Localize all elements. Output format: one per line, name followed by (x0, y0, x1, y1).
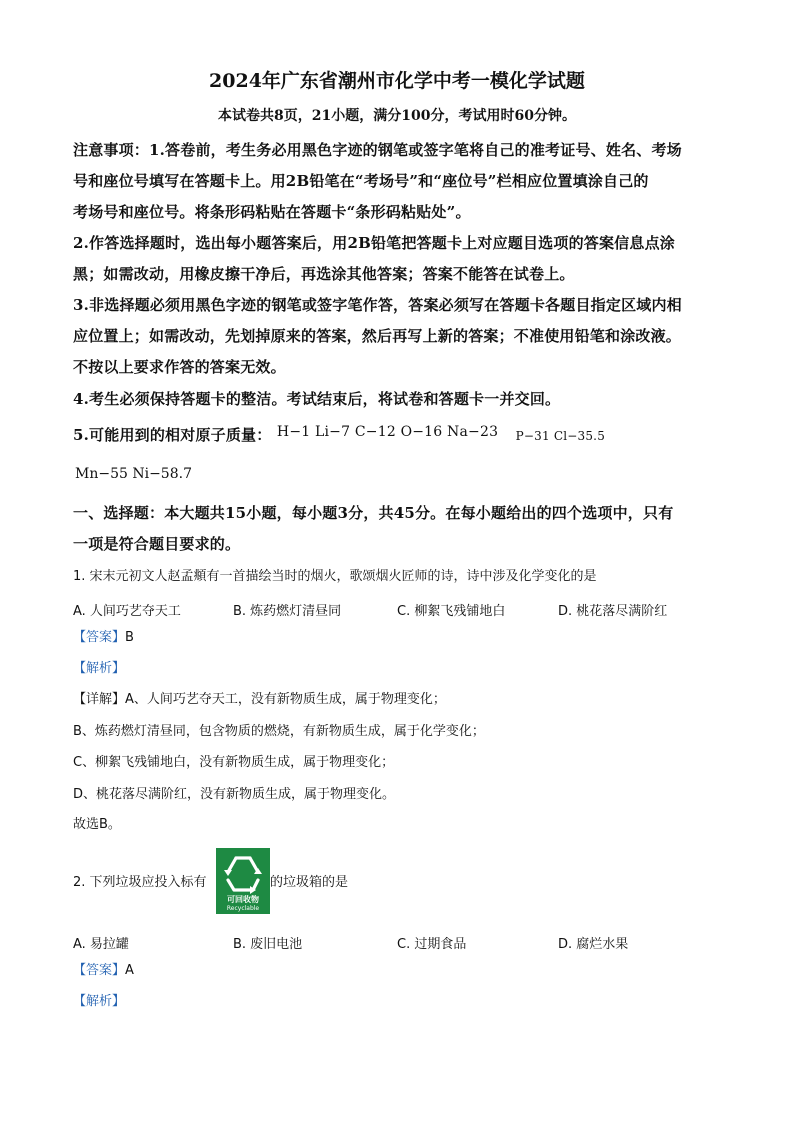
answer-value: A (125, 963, 134, 978)
q1-answer (73, 631, 134, 644)
q1-detail-c: C、柳絮飞残铺地白，没有新物质生成，属于物理变化； (73, 755, 395, 770)
q2-option-d: D. 腐烂水果 (558, 937, 629, 952)
q2-option-c: C. 过期食品 (397, 937, 467, 952)
analysis-tag: 【解析】 (73, 661, 126, 676)
answer-tag: 【答案】 (73, 630, 126, 645)
notes-line-3: 考场号和座位号。将条形码粘贴在答题卡“条形码粘贴处”。 (73, 203, 471, 221)
notes-line-5: 黑；如需改动，用橡皮擦干净后，再选涂其他答案；答案不能答在试卷上。 (73, 265, 575, 283)
atomic-mass-label: 5.可能用到的相对原子质量： (73, 426, 272, 444)
notes-line-4: 2.作答选择题时，选出每小题答案后，用2B铅笔把答题卡上对应题目选项的答案信息点涂 (73, 234, 675, 252)
detail-text-a: A、人间巧艺夺天工，没有新物质生成，属于物理变化； (125, 692, 446, 707)
q1-option-a: A. 人间巧艺夺天工 (73, 604, 181, 619)
section-heading-line-1: 一、选择题：本大题共15小题，每小题3分，共45分。在每小题给出的四个选项中，只有 (73, 504, 674, 522)
notes-line-2: 号和座位号填写在答题卡上。用2B铅笔在“考场号”和“座位号”栏相应位置填涂自己的 (73, 172, 649, 190)
recyclable-label-cn: 可回收物 (227, 895, 259, 904)
q1-conclusion: 故选B。 (73, 817, 121, 832)
atomic-masses-2: P−31 Cl−35.5 (515, 429, 606, 443)
recyclable-logo (216, 848, 270, 914)
exam-subtitle: 本试卷共8页，21小题，满分100分，考试用时60分钟。 (218, 108, 576, 124)
notes-line-6: 3.非选择题必须用黑色字迹的钢笔或签字笔作答，答案必须写在答题卡各题目指定区域内相 (73, 296, 682, 314)
atomic-masses-3: Mn−55 Ni−58.7 (75, 466, 192, 482)
notes-line-8: 不按以上要求作答的答案无效。 (73, 358, 286, 376)
q2-analysis (73, 995, 125, 1008)
q1-detail-d: D、桃花落尽满阶红，没有新物质生成，属于物理变化。 (73, 787, 396, 802)
answer-value: B (125, 630, 134, 645)
notes-line-9: 4.考生必须保持答题卡的整洁。考试结束后，将试卷和答题卡一并交回。 (73, 390, 561, 408)
recyclable-label-en: Recyclable (226, 905, 260, 912)
notes-line-1: 注意事项：1.答卷前，考生务必用黑色字迹的钢笔或签字笔将自己的准考证号、姓名、考场 (73, 141, 682, 159)
q1-option-d: D. 桃花落尽满阶红 (558, 604, 668, 619)
notes-line-7: 应位置上；如需改动，先划掉原来的答案，然后再写上新的答案；不准使用铅笔和涂改液。 (73, 327, 682, 345)
notes-line-10 (73, 424, 606, 444)
q2-answer (73, 964, 134, 977)
atomic-masses-1: H−1 Li−7 C−12 O−16 Na−23 (276, 424, 499, 440)
question-1-stem: 1. 宋末元初文人赵孟頫有一首描绘当时的烟火，歌颂烟火匠师的诗，诗中涉及化学变化的是 (73, 569, 597, 584)
question-2-stem-after: 的垃圾箱的是 (270, 875, 349, 890)
q1-detail-a (73, 693, 446, 706)
detail-tag: 【详解】 (73, 692, 126, 707)
section-heading-line-2: 一项是符合题目要求的。 (73, 535, 241, 553)
exam-title: 2024年广东省潮州市化学中考一模化学试题 (209, 70, 585, 92)
q1-detail-b: B、炼药燃灯清昼同，包含物质的燃烧，有新物质生成，属于化学变化； (73, 724, 485, 739)
analysis-tag: 【解析】 (73, 994, 126, 1009)
answer-tag: 【答案】 (73, 963, 126, 978)
q2-option-a: A. 易拉罐 (73, 937, 129, 952)
q1-option-c: C. 柳絮飞残铺地白 (397, 604, 506, 619)
q2-option-b: B. 废旧电池 (233, 937, 303, 952)
q1-option-b: B. 炼药燃灯清昼同 (233, 604, 342, 619)
q1-analysis (73, 662, 125, 675)
question-2-stem-before: 2. 下列垃圾应投入标有 (73, 875, 207, 890)
